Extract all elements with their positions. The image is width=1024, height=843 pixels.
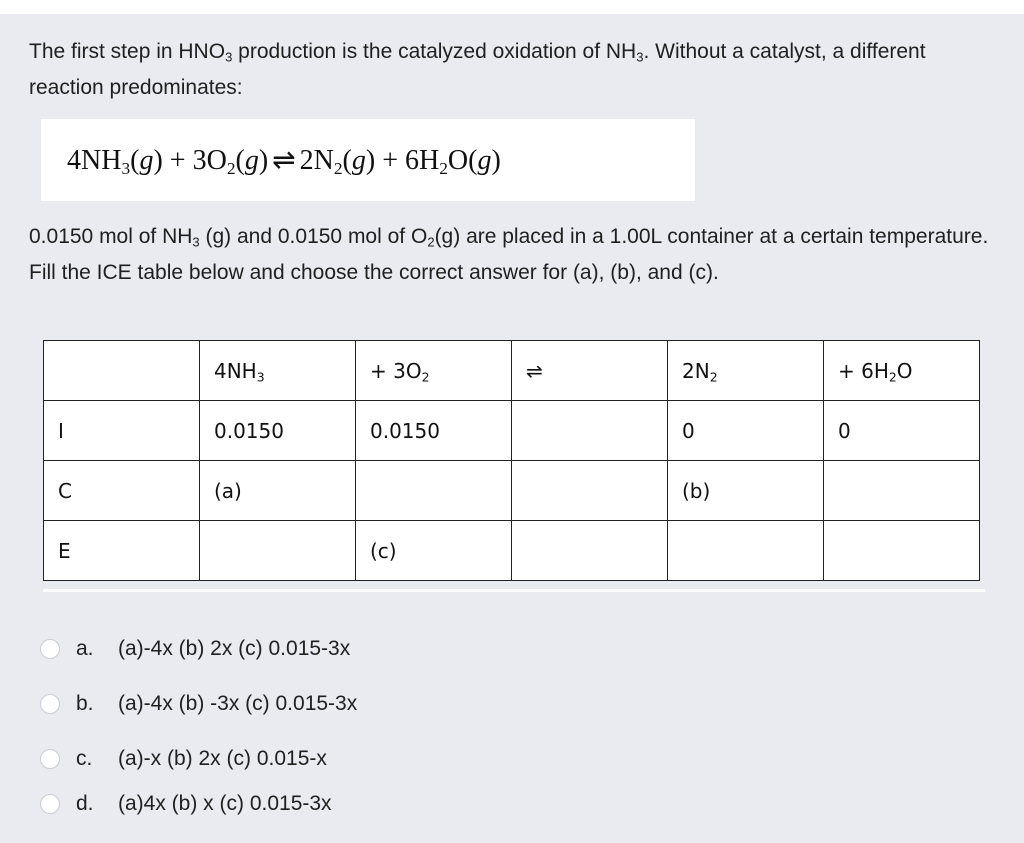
table-cell	[512, 401, 668, 461]
table-row	[44, 461, 980, 521]
option-text: (a)-x (b) 2x (c) 0.015-x	[118, 747, 327, 770]
table-bottom-rule	[43, 589, 985, 592]
table-cell: 0.0150	[356, 401, 512, 461]
table-cell	[668, 521, 824, 581]
table-cell	[356, 461, 512, 521]
radio-button[interactable]	[40, 639, 60, 659]
row-label: E	[44, 521, 200, 581]
table-cell: 0	[668, 401, 824, 461]
ice-table	[43, 340, 980, 581]
table-cell: 0	[824, 401, 980, 461]
option-text: (a)-4x (b) 2x (c) 0.015-3x	[118, 637, 351, 660]
option-letter: a.	[76, 637, 94, 660]
row-label: C	[44, 461, 200, 521]
reaction-equation: $4NH_3(g) + 3O_2(g)$ ⇌ $2N_2(g) + 6H_2O(g)$	[67, 145, 501, 178]
question-panel	[0, 14, 1024, 843]
header-cell: $2N_2$	[668, 341, 824, 401]
header-cell: + $6H_2O$	[824, 341, 980, 401]
equilibrium-arrow-icon: ⇌	[526, 358, 543, 383]
table-cell	[512, 521, 668, 581]
header-cell	[512, 341, 668, 401]
intro-text: The first step in $HNO_3$ production is the catalyzed oxidation of $NH_3$. Without a catalyst, a different reaction predominates:	[29, 40, 926, 99]
row-label: I	[44, 401, 200, 461]
option-letter: c.	[76, 747, 93, 770]
table-cell: (c)	[356, 521, 512, 581]
option-text: (a)4x (b) x (c) 0.015-3x	[118, 792, 332, 815]
header-cell: $4NH_3$	[200, 341, 356, 401]
table-cell: (b)	[668, 461, 824, 521]
table-row	[44, 401, 980, 461]
option-letter: d.	[76, 792, 94, 815]
table-cell	[200, 521, 356, 581]
table-cell: 0.0150	[200, 401, 356, 461]
table-row	[44, 521, 980, 581]
header-cell: + $3O_2$	[356, 341, 512, 401]
table-header-row	[44, 341, 980, 401]
table-cell	[512, 461, 668, 521]
radio-button[interactable]	[40, 749, 60, 769]
radio-button[interactable]	[40, 794, 60, 814]
header-cell	[44, 341, 200, 401]
table-cell	[824, 521, 980, 581]
equation-image	[41, 119, 695, 201]
table-cell	[824, 461, 980, 521]
option-text: (a)-4x (b) -3x (c) 0.015-3x	[118, 692, 358, 715]
radio-button[interactable]	[40, 694, 60, 714]
option-letter: b.	[76, 692, 94, 715]
table-cell: (a)	[200, 461, 356, 521]
problem-text: 0.0150 mol of $NH_3$ (g) and 0.0150 mol of $O_2(g)$ are placed in a 1.00L container at a certain temperature. Fill the ICE table below and choose the correct answer for (a), (b), and (c).	[29, 225, 989, 284]
equilibrium-arrow-icon: ⇌	[272, 145, 296, 176]
